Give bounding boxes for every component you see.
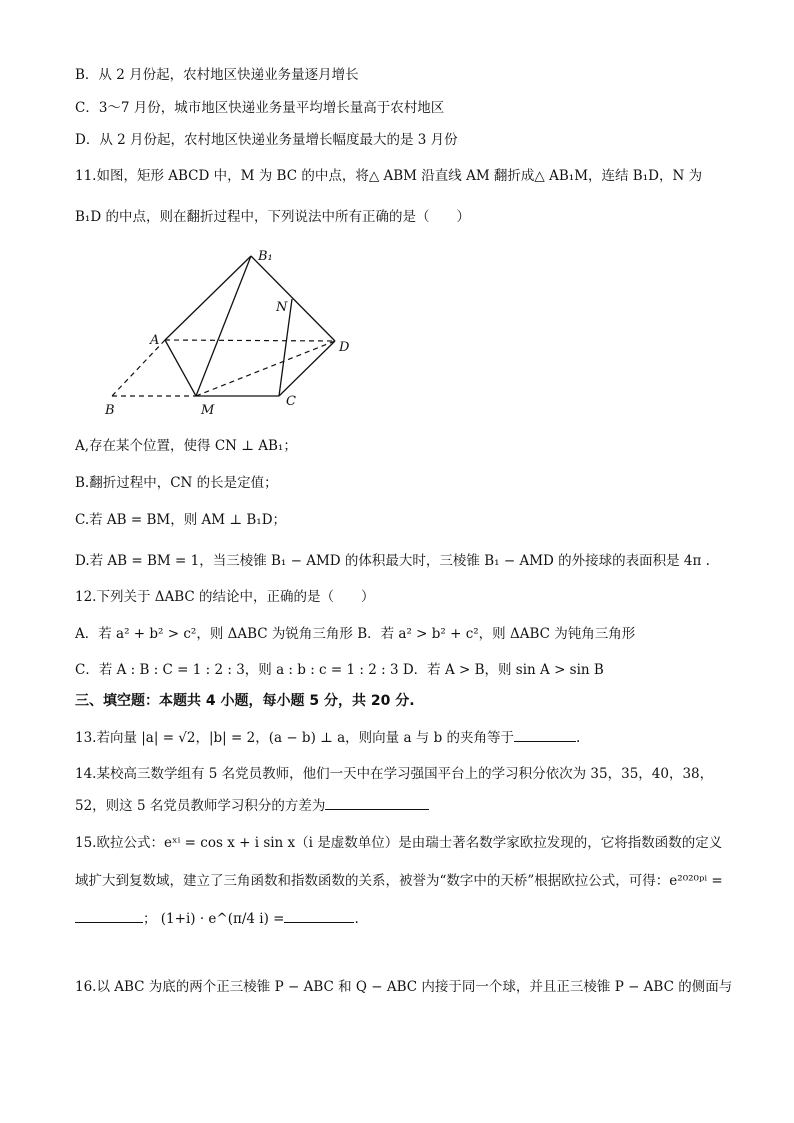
q11-option-c: C.若 AB = BM，则 AM ⊥ B₁D； xyxy=(75,512,287,528)
edge-b1-d xyxy=(251,256,335,341)
q13-text: 13.若向量 |a| = √2，|b| = 2，(a − b) ⊥ a，则向量 a 与 b 的夹角等于 xyxy=(75,730,515,746)
option-c: C．3～7 月份，城市地区快递业务量平均增长量高于农村地区 xyxy=(75,100,445,116)
q15-line1: 15.欧拉公式：eˣⁱ = cos x + i sin x（i 是虚数单位）是由瑞士著名数学家欧拉发现的，它将指数函数的定义 xyxy=(75,835,723,851)
q14-line2-text: 52，则这 5 名党员教师学习积分的方差为 xyxy=(75,798,326,814)
edge-a-b xyxy=(112,340,165,396)
label-b1: B₁ xyxy=(258,249,273,264)
q11-option-d: D.若 AB = BM = 1，当三棱锥 B₁ − AMD 的体积最大时，三棱锥 B₁ − AMD 的外接球的表面积是 4π . xyxy=(75,553,710,569)
label-m: M xyxy=(201,403,215,418)
q11-option-b: B.翻折过程中，CN 的长是定值； xyxy=(75,475,278,491)
edge-a-d xyxy=(165,340,335,341)
q11-stem-line1: 11.如图，矩形 ABCD 中，M 为 BC 的中点，将△ ABM 沿直线 AM 翻折成△ AB₁M，连结 B₁D，N 为 xyxy=(75,168,703,184)
edge-c-n xyxy=(279,299,292,396)
q15-line2: 域扩大到复数域，建立了三角函数和指数函数的关系，被誉为“数字中的天桥”根据欧拉公式，可得：e²⁰²⁰ᵖⁱ = xyxy=(75,873,723,889)
label-c: C xyxy=(286,394,296,409)
q12-options-cd: C．若 A : B : C = 1 : 2 : 3，则 a : b : c = 1 : 2 : 3 D．若 A > B，则 sin A > sin B xyxy=(75,662,604,678)
q15-line3-end: . xyxy=(354,911,359,927)
q14-line2 xyxy=(75,797,429,815)
q16-line1: 16.以 ABC 为底的两个正三棱锥 P − ABC 和 Q − ABC 内接于同一个球，并且正三棱锥 P − ABC 的侧面与 xyxy=(75,979,733,995)
edge-c-d xyxy=(279,341,335,396)
q12-stem: 12.下列关于 ΔABC 的结论中，正确的是（ ） xyxy=(75,589,375,605)
q14-line1: 14.某校高三数学组有 5 名党员教师，他们一天中在学习强国平台上的学习积分依次为 35，35，40，38， xyxy=(75,766,714,782)
q15-answer-blank-1[interactable] xyxy=(75,910,143,923)
option-d: D．从 2 月份起，农村地区快递业务量增长幅度最大的是 3 月份 xyxy=(75,132,458,148)
section-3-heading: 三、填空题：本题共 4 小题，每小题 5 分，共 20 分. xyxy=(75,693,415,709)
q14-answer-blank[interactable] xyxy=(325,797,429,810)
q13-answer-blank[interactable] xyxy=(514,729,576,742)
q15-answer-blank-2[interactable] xyxy=(284,910,354,923)
q15-line3 xyxy=(75,910,359,928)
label-n: N xyxy=(276,300,288,315)
q15-line3-mid: ； (1+i) · e^(π/4 i) = xyxy=(143,911,285,927)
edge-a-m xyxy=(165,340,196,396)
label-b: B xyxy=(105,403,115,418)
option-b: B．从 2 月份起，农村地区快递业务量逐月增长 xyxy=(75,67,359,83)
q13 xyxy=(75,729,580,747)
edge-b1-m xyxy=(196,256,251,396)
label-a: A xyxy=(150,333,160,348)
edge-m-d xyxy=(196,341,335,396)
edge-b1-a xyxy=(165,256,251,340)
q12-options-ab: A．若 a² + b² > c²，则 ΔABC 为锐角三角形 B．若 a² > b² + c²，则 ΔABC 为钝角三角形 xyxy=(75,626,636,642)
q13-end: . xyxy=(576,730,581,746)
q11-stem-line2: B₁D 的中点，则在翻折过程中，下列说法中所有正确的是（ ） xyxy=(75,209,470,225)
q11-option-a: A,存在某个位置，使得 CN ⊥ AB₁； xyxy=(75,438,297,454)
label-d: D xyxy=(339,340,350,355)
